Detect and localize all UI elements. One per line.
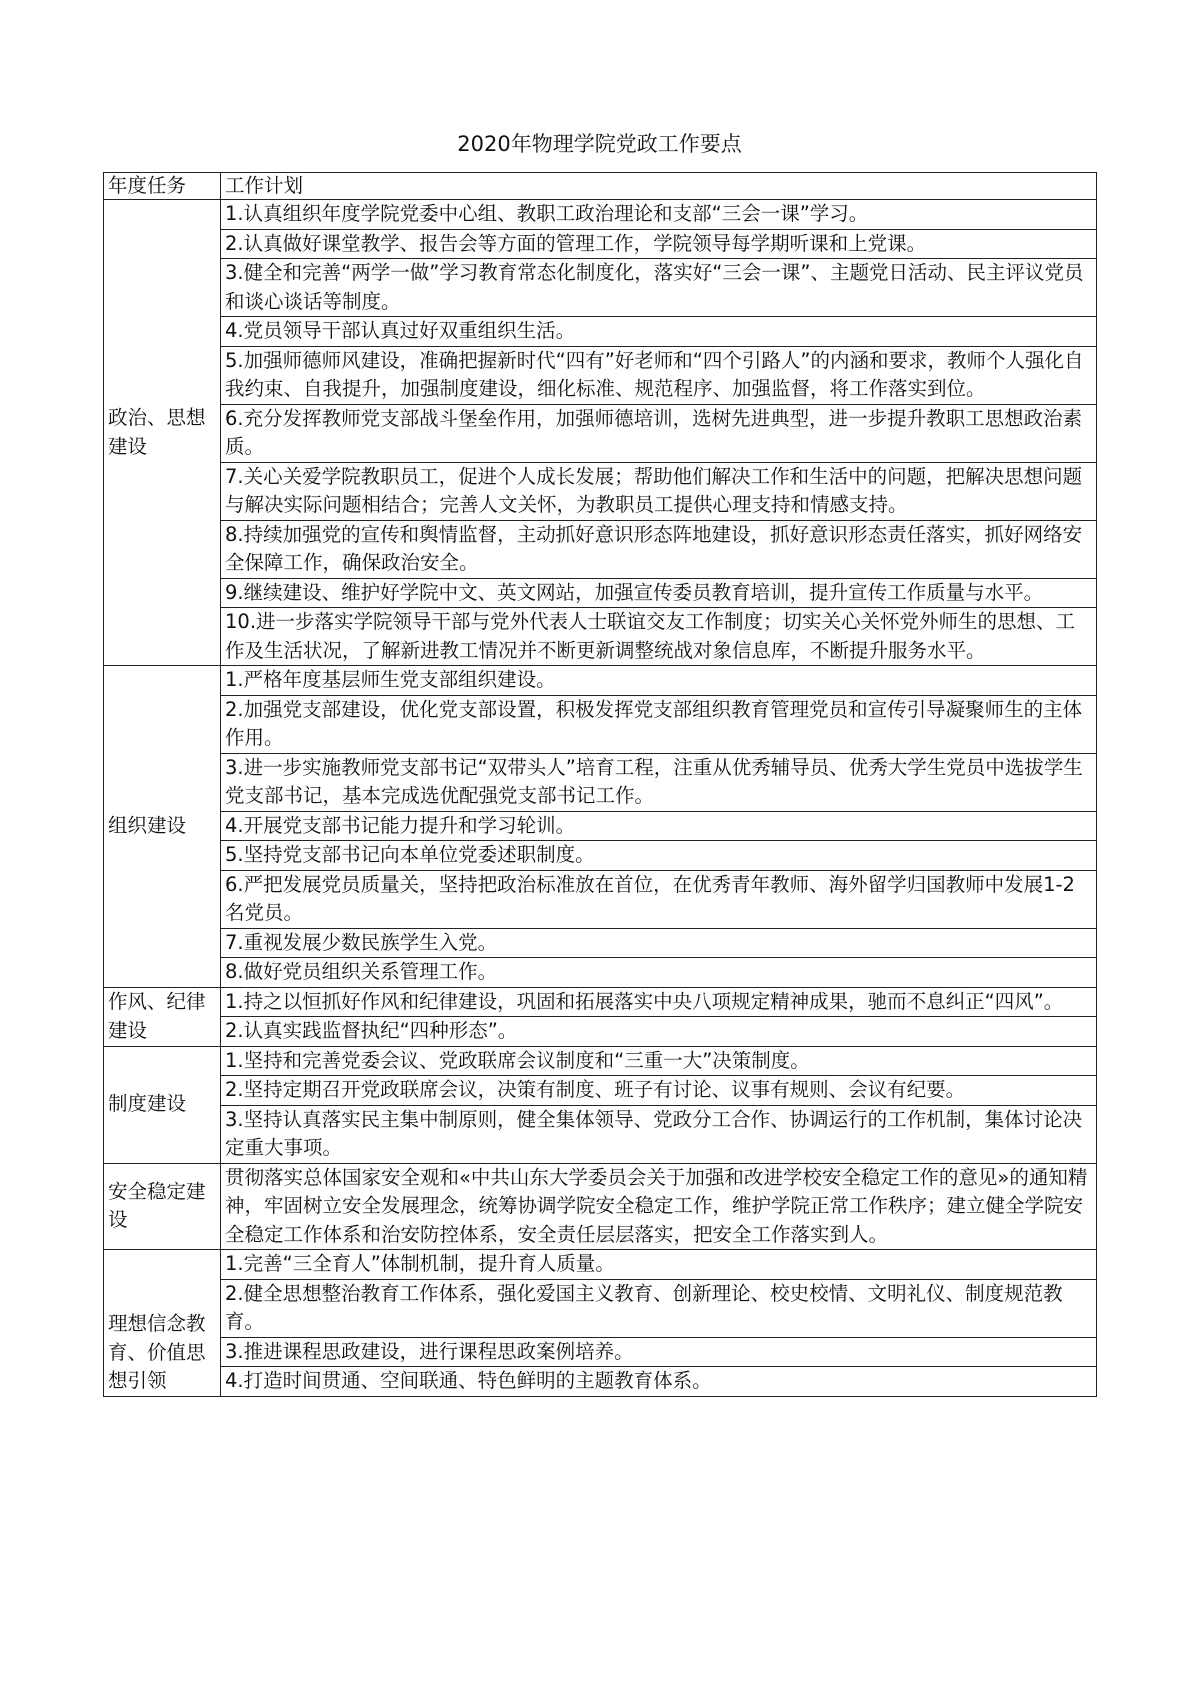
plan-item: 3.推进课程思政建设，进行课程思政案例培养。 [221, 1337, 1097, 1367]
plan-item: 1.完善“三全育人”体制机制，提升育人质量。 [221, 1250, 1097, 1280]
plan-item: 2.认真做好课堂教学、报告会等方面的管理工作，学院领导每学期听课和上党课。 [221, 229, 1097, 259]
table-row [104, 520, 1097, 578]
table-row [104, 841, 1097, 871]
plan-item: 7.重视发展少数民族学生入党。 [221, 928, 1097, 958]
plan-item: 2.健全思想整治教育工作体系，强化爱国主义教育、创新理论、校史校情、文明礼仪、制度规范教育。 [221, 1279, 1097, 1337]
plan-item: 2.认真实践监督执纪“四种形态”。 [221, 1017, 1097, 1047]
plan-item: 8.持续加强党的宣传和舆情监督，主动抓好意识形态阵地建设，抓好意识形态责任落实，抓好网络安全保障工作，确保政治安全。 [221, 520, 1097, 578]
table-row [104, 317, 1097, 347]
header-annual-task: 年度任务 [104, 173, 221, 200]
table-row [104, 346, 1097, 404]
table-row [104, 200, 1097, 230]
category-cell: 政治、思想建设 [104, 200, 221, 666]
table-row [104, 1163, 1097, 1250]
header-work-plan: 工作计划 [221, 173, 1097, 200]
table-row [104, 608, 1097, 666]
plan-item: 9.继续建设、维护好学院中文、英文网站，加强宣传委员教育培训，提升宣传工作质量与水平。 [221, 578, 1097, 608]
table-row [104, 229, 1097, 259]
plan-item: 4.开展党支部书记能力提升和学习轮训。 [221, 811, 1097, 841]
plan-item: 1.坚持和完善党委会议、党政联席会议制度和“三重一大”决策制度。 [221, 1046, 1097, 1076]
table-row [104, 1250, 1097, 1280]
plan-item: 4.打造时间贯通、空间联通、特色鲜明的主题教育体系。 [221, 1367, 1097, 1397]
plan-item: 3.坚持认真落实民主集中制原则，健全集体领导、党政分工合作、协调运行的工作机制，集体讨论决定重大事项。 [221, 1105, 1097, 1163]
table-row [104, 958, 1097, 988]
plan-item: 贯彻落实总体国家安全观和«中共山东大学委员会关于加强和改进学校安全稳定工作的意见»的通知精神，牢固树立安全发展理念，统筹协调学院安全稳定工作，维护学院正常工作秩序；建立健全学院安全稳定工作体系和治安防控体系，安全责任层层落实，把安全工作落实到人。 [221, 1163, 1097, 1250]
table-row [104, 1017, 1097, 1047]
table-row [104, 811, 1097, 841]
plan-item: 8.做好党员组织关系管理工作。 [221, 958, 1097, 988]
plan-item: 4.党员领导干部认真过好双重组织生活。 [221, 317, 1097, 347]
category-cell: 安全稳定建设 [104, 1163, 221, 1250]
plan-item: 5.坚持党支部书记向本单位党委述职制度。 [221, 841, 1097, 871]
table-row [104, 1105, 1097, 1163]
table-row [104, 1367, 1097, 1397]
plan-item: 1.持之以恒抓好作风和纪律建设，巩固和拓展落实中央八项规定精神成果，驰而不息纠正“四风”。 [221, 987, 1097, 1017]
plan-item: 1.严格年度基层师生党支部组织建设。 [221, 666, 1097, 696]
plan-item: 6.严把发展党员质量关，坚持把政治标准放在首位，在优秀青年教师、海外留学归国教师中发展1-2名党员。 [221, 870, 1097, 928]
table-row [104, 1279, 1097, 1337]
table-row [104, 987, 1097, 1017]
table-row [104, 462, 1097, 520]
plan-item: 2.坚持定期召开党政联席会议，决策有制度、班子有讨论、议事有规则、会议有纪要。 [221, 1076, 1097, 1106]
table-row [104, 578, 1097, 608]
table-row [104, 1046, 1097, 1076]
plan-item: 5.加强师德师风建设，准确把握新时代“四有”好老师和“四个引路人”的内涵和要求，教师个人强化自我约束、自我提升，加强制度建设，细化标准、规范程序、加强监督，将工作落实到位。 [221, 346, 1097, 404]
plan-item: 6.充分发挥教师党支部战斗堡垒作用，加强师德培训，选树先进典型，进一步提升教职工思想政治素质。 [221, 404, 1097, 462]
category-cell: 制度建设 [104, 1046, 221, 1163]
plan-item: 3.进一步实施教师党支部书记“双带头人”培育工程，注重从优秀辅导员、优秀大学生党员中选拔学生党支部书记，基本完成选优配强党支部书记工作。 [221, 753, 1097, 811]
plan-item: 10.进一步落实学院领导干部与党外代表人士联谊交友工作制度；切实关心关怀党外师生的思想、工作及生活状况，了解新进教工情况并不断更新调整统战对象信息库，不断提升服务水平。 [221, 608, 1097, 666]
category-cell: 作风、纪律建设 [104, 987, 221, 1046]
category-cell: 理想信念教育、价值思想引领 [104, 1250, 221, 1397]
table-row [104, 666, 1097, 696]
plan-item: 3.健全和完善“两学一做”学习教育常态化制度化，落实好“三会一课”、主题党日活动、民主评议党员和谈心谈话等制度。 [221, 259, 1097, 317]
table-row [104, 753, 1097, 811]
table-row [104, 1076, 1097, 1106]
plan-item: 2.加强党支部建设，优化党支部设置，积极发挥党支部组织教育管理党员和宣传引导凝聚师生的主体作用。 [221, 695, 1097, 753]
plan-item: 1.认真组织年度学院党委中心组、教职工政治理论和支部“三会一课”学习。 [221, 200, 1097, 230]
category-cell: 组织建设 [104, 666, 221, 988]
plan-item: 7.关心关爱学院教职员工，促进个人成长发展；帮助他们解决工作和生活中的问题，把解决思想问题与解决实际问题相结合；完善人文关怀，为教职员工提供心理支持和情感支持。 [221, 462, 1097, 520]
table-row [104, 695, 1097, 753]
work-plan-table [103, 172, 1097, 1397]
table-row [104, 1337, 1097, 1367]
table-row [104, 259, 1097, 317]
table-row [104, 870, 1097, 928]
table-row [104, 928, 1097, 958]
table-row [104, 404, 1097, 462]
document-title: 2020年物理学院党政工作要点 [457, 132, 742, 156]
table-header-row [104, 173, 1097, 200]
